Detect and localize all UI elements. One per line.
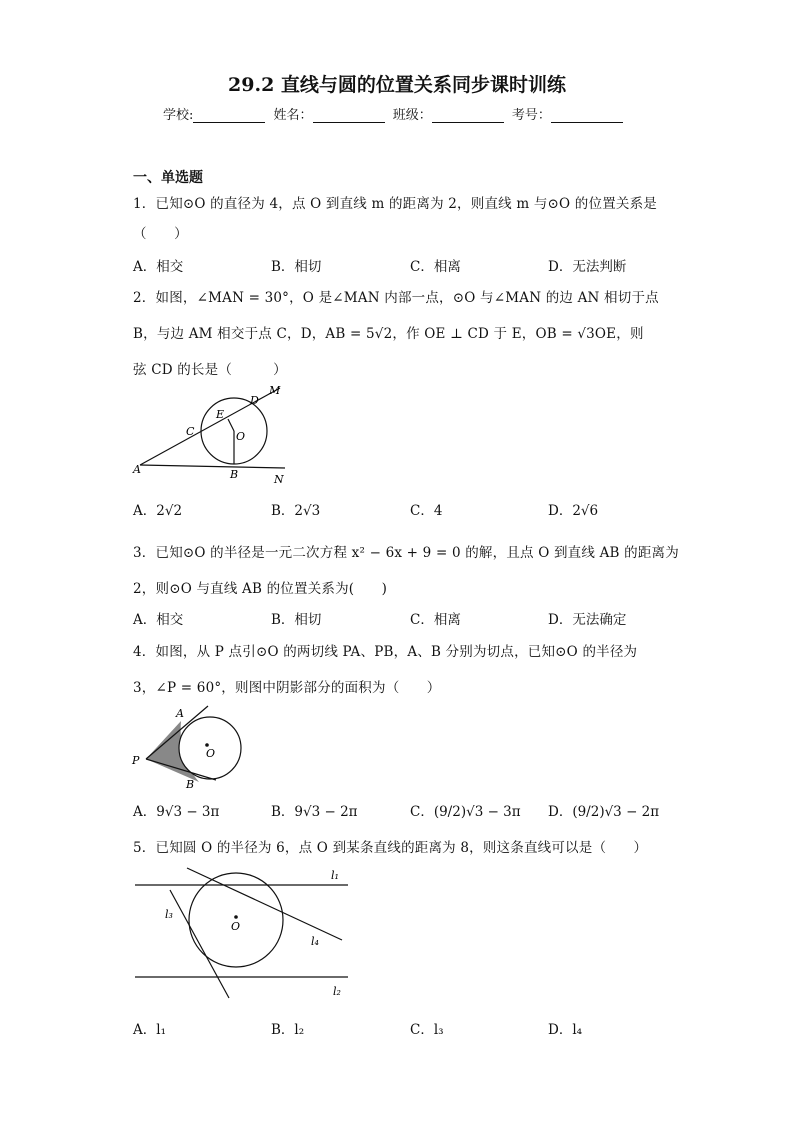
q1-option-c[interactable]: C．相离 [410,259,461,275]
q5-option-d[interactable]: D．l₄ [548,1022,583,1038]
q2-option-d[interactable]: D．2√6 [548,503,599,519]
label-a: A [176,707,184,720]
q3-option-a[interactable]: A．相交 [133,612,184,628]
q3-option-c[interactable]: C．相离 [410,612,461,628]
student-info-row [163,104,627,123]
q2-line-3: 弦 CD 的长是（ ） [133,362,287,378]
label-p: P [132,754,140,767]
q1-line-1: 1．已知⊙O 的直径为 4，点 O 到直线 m 的距离为 2，则直线 m 与⊙O 的位置关系是 [133,196,658,212]
label-m: M [269,384,281,397]
q4-option-c[interactable]: C．(9/2)√3 − 3π [410,804,521,820]
q5-option-c[interactable]: C．l₃ [410,1022,444,1038]
q2-figure [130,380,300,490]
q2-line-1: 2．如图，∠MAN = 30°，O 是∠MAN 内部一点，⊙O 与∠MAN 的边 AN 相切于点 [133,290,659,306]
class-blank[interactable] [432,108,504,123]
school-blank[interactable] [193,108,265,123]
q3-line-1: 3．已知⊙O 的半径是一元二次方程 x² − 6x + 9 = 0 的解，且点 O 到直线 AB 的距离为 [133,545,679,561]
q4-option-b[interactable]: B．9√3 − 2π [271,804,358,820]
class-label: 班级： [392,108,432,123]
q4-line-1: 4．如图，从 P 点引⊙O 的两切线 PA、PB，A、B 分别为切点，已知⊙O 的半径为 [133,644,638,660]
label-o: O [231,920,241,933]
label-l3: l₃ [165,908,173,921]
label-o: O [206,747,216,760]
label-b: B [230,468,239,481]
label-e: E [216,408,225,421]
label-a: A [133,463,141,476]
number-label: 考号： [511,108,551,123]
q4-option-a[interactable]: A．9√3 − 3π [133,804,220,820]
q5-line-1: 5．已知圆 O 的半径为 6，点 O 到某条直线的距离为 8，则这条直线可以是（ ） [133,840,648,856]
number-blank[interactable] [551,108,623,123]
q3-option-b[interactable]: B．相切 [271,612,322,628]
page-title: 29.2 直线与圆的位置关系同步课时训练 [228,74,566,96]
name-label: 姓名： [273,108,313,123]
line-l3 [170,890,229,998]
q1-option-a[interactable]: A．相交 [133,259,184,275]
label-d: D [250,394,259,407]
q1-option-d[interactable]: D．无法判断 [548,259,627,275]
ray-an [140,465,285,468]
q1-line-2: （ ） [133,226,188,242]
q3-line-2: 2，则⊙O 与直线 AB 的位置关系为( ) [133,581,388,597]
q5-option-b[interactable]: B．l₂ [271,1022,305,1038]
label-l1: l₁ [331,869,339,882]
label-c: C [186,425,195,438]
section-title: 一、单选题 [133,170,203,186]
label-n: N [274,473,284,486]
school-label: 学校: [163,108,194,123]
q2-option-b[interactable]: B．2√3 [271,503,321,519]
segment-oe [228,419,234,431]
q2-option-c[interactable]: C．4 [410,503,443,519]
q3-option-d[interactable]: D．无法确定 [548,612,627,628]
line-l4 [187,868,342,940]
q4-line-2: 3，∠P = 60°，则图中阴影部分的面积为（ ） [133,680,441,696]
q5-figure [130,860,355,1005]
q2-option-a[interactable]: A．2√2 [133,503,183,519]
q4-figure [130,700,250,792]
name-blank[interactable] [313,108,385,123]
label-l4: l₄ [311,935,319,948]
label-o: O [236,430,246,443]
q1-option-b[interactable]: B．相切 [271,259,322,275]
center-dot [234,915,238,919]
q4-option-d[interactable]: D．(9/2)√3 − 2π [548,804,660,820]
label-l2: l₂ [333,985,341,998]
q5-option-a[interactable]: A．l₁ [133,1022,166,1038]
q2-line-2: B，与边 AM 相交于点 C，D，AB = 5√2，作 OE ⊥ CD 于 E，OB = √3OE，则 [133,326,644,342]
label-b: B [186,778,195,791]
